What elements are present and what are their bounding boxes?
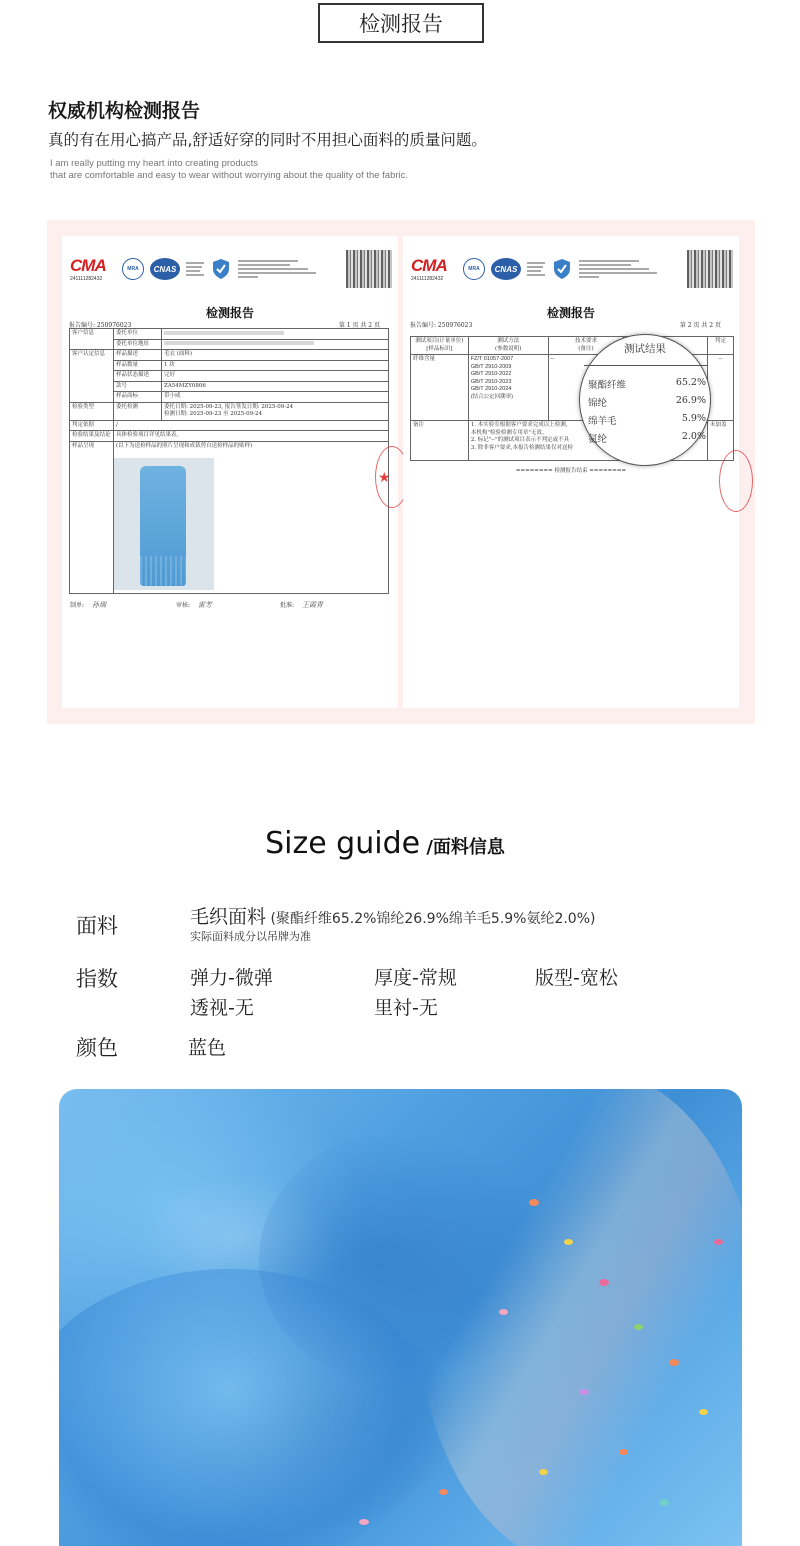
sample-qty-label: 样品数量 <box>114 360 162 371</box>
section-title-box <box>318 3 484 43</box>
fabric-closeup-photo <box>59 1089 742 1546</box>
authority-english-line1: I am really putting my heart into creating products <box>50 158 259 169</box>
color-value: 蓝色 <box>188 1037 227 1059</box>
yarn-speck <box>439 1489 448 1495</box>
authority-subtitle: 真的有在用心搞产品,舒适好穿的同时不用担心面料的质量问题。 <box>48 131 487 149</box>
sample-qty-value: 1 块 <box>162 360 389 371</box>
test-type-label: 检验类型 <box>70 402 114 420</box>
col-item-header: 测试项目(计量单位) [样品标识] <box>411 337 469 355</box>
sample-trademark-value: 带小咸 <box>162 392 389 403</box>
fiber-methods: FZ/T 01057-2007 GB/T 2910-2009 GB/T 2910-2022 GB/T 2910-2023 GB/T 2910-2024 (结合公定回潮率) <box>468 355 548 421</box>
client-unit-value <box>162 329 389 340</box>
cnas-logo-2: CNAS <box>491 258 521 280</box>
sample-photo <box>114 458 214 590</box>
judgement-basis-value: / <box>114 420 389 431</box>
shield-check-icon <box>210 257 232 281</box>
dates-line-1: 委托日期: 2025-09-23, 报告签发日期: 2025-09-24 <box>164 403 294 410</box>
col-method-header: 测试方法 (参数说明) <box>468 337 548 355</box>
qr-code-icon <box>346 250 392 288</box>
stamp-star-icon: ★ <box>378 470 391 486</box>
authority-english <box>50 158 408 182</box>
sample-state-label: 样品状态描述 <box>114 371 162 382</box>
signature-review: 审核: 雷芳 <box>176 601 213 609</box>
fabric-main: 毛织面料 <box>190 906 267 928</box>
transparency-value: 透视-无 <box>190 997 254 1019</box>
yarn-speck <box>659 1499 669 1506</box>
certification-logos-2 <box>411 256 657 282</box>
size-guide-title-en: Size guide <box>265 826 421 861</box>
fabric-label: 面料 <box>76 914 118 938</box>
fabric-detail: (聚酯纤维65.2%锦纶26.9%绵羊毛5.9%氨纶2.0%) <box>266 911 596 927</box>
judgement-basis-label: 判定依据 <box>70 420 114 431</box>
sample-photo-note: (以下为送检样品的照片呈现和成裁剪自送检样品的贴样) <box>114 441 389 593</box>
elasticity-value: 弹力-微弹 <box>190 967 273 989</box>
shield-check-icon-2 <box>551 257 573 281</box>
remarks-label: 备注 <box>411 421 469 461</box>
authority-title: 权威机构检测报告 <box>48 100 201 122</box>
fiber-content-label: 纤维含量 <box>411 355 469 421</box>
qr-code-icon-2 <box>687 250 733 288</box>
col-req-header: 技术要求 (备注) <box>548 337 624 355</box>
index-label: 指数 <box>76 967 118 991</box>
test-result-label: 检验结果及结论 <box>70 431 114 442</box>
result-row: 氨纶 2.0% <box>588 431 706 445</box>
remarks-text: 1. 本实验室根据客户要求完成以上检测, 本机构"检验检测专用章"无效。 2. 标记"--"的测试项目表示不判定或不具 3. 除非客户要求,本报告检测结果仅对送检 <box>468 421 707 461</box>
yarn-speck <box>714 1239 723 1245</box>
sample-state-value: 完好 <box>162 371 389 382</box>
result-row: 绵羊毛 5.9% <box>588 413 706 427</box>
fit-value: 版型-宽松 <box>535 967 618 989</box>
color-label: 颜色 <box>76 1036 118 1060</box>
report-page-1 <box>62 236 398 708</box>
yarn-speck <box>359 1519 369 1525</box>
sample-photo-label: 样品呈现 <box>70 441 114 593</box>
result-row: 锦纶 26.9% <box>588 395 706 409</box>
knit-pattern-band <box>419 1089 742 1546</box>
client-unit-label: 委托单位 <box>114 329 162 340</box>
customer-identified-label: 客户认定信息 <box>70 350 114 403</box>
red-seal-stamp-2 <box>719 450 753 512</box>
report-number-2: 报告编号: 250976023 <box>410 322 473 329</box>
signature-approve: 批准: 王霞青 <box>280 601 324 609</box>
report-doc-title: 检测报告 <box>205 306 254 320</box>
lab-info-lines-2 <box>527 262 545 276</box>
sample-desc-label: 样品描述 <box>114 350 162 361</box>
contact-info-lines-2 <box>579 260 657 278</box>
sample-trademark-label: 样品商标 <box>114 392 162 403</box>
sample-sweater-sleeve <box>140 466 186 586</box>
report-number: 报告编号: 250976023 <box>69 322 132 329</box>
yarn-speck <box>579 1389 589 1395</box>
yarn-speck <box>634 1324 643 1330</box>
yarn-speck <box>699 1409 708 1415</box>
yarn-speck <box>529 1199 539 1206</box>
dates-value <box>162 402 389 420</box>
result-row: 聚酯纤维 65.2% <box>588 377 706 391</box>
entrusted-test-label: 委托检测 <box>114 402 162 420</box>
client-address-label: 委托单位地址 <box>114 339 162 350</box>
yarn-speck <box>619 1449 628 1455</box>
signature-made: 制单: 孙瑞 <box>70 601 107 609</box>
section-title: 检测报告 <box>359 12 443 36</box>
lining-value: 里衬-无 <box>374 997 438 1019</box>
cma-logo-2: CMA 241111282432 <box>411 256 457 282</box>
fabric-note: 实际面料成分以吊牌为准 <box>190 930 311 943</box>
certification-logos <box>70 256 316 282</box>
ilac-mra-icon: MRA <box>122 258 144 280</box>
size-guide-title-cn: /面料信息 <box>420 837 505 858</box>
thickness-value: 厚度-常规 <box>374 967 457 989</box>
report-end-line: ======== 检测报告结束 ======== <box>515 468 627 474</box>
yarn-speck <box>564 1239 573 1245</box>
yarn-speck <box>539 1469 548 1475</box>
size-guide-title <box>0 826 770 861</box>
fiber-judgement: -- <box>708 355 734 421</box>
report-page-number-2: 第 2 页 共 2 页 <box>679 322 721 329</box>
lab-info-lines <box>186 262 204 276</box>
magnifier-divider <box>584 365 708 366</box>
authority-english-line2: that are comfortable and easy to wear without worrying about the quality of the fabric. <box>50 170 409 181</box>
report-page-2 <box>403 236 739 708</box>
report-doc-title-2: 检测报告 <box>546 306 595 320</box>
ilac-mra-icon-2: MRA <box>463 258 485 280</box>
cma-number: 241111282432 <box>70 276 103 282</box>
cnas-logo: CNAS <box>150 258 180 280</box>
yarn-speck <box>499 1309 508 1315</box>
sample-desc-value: 毛衣 (面料) <box>162 350 389 361</box>
fabric-value <box>190 902 595 929</box>
customer-info-label: 客户信息 <box>70 329 114 350</box>
col-judge-header: 判定 <box>708 337 734 355</box>
test-result-value: 具体检验项目详见结果表。 <box>114 431 389 442</box>
style-no-label: 款号 <box>114 381 162 392</box>
contact-info-lines <box>238 260 316 278</box>
magnifier-title: 测试结果 <box>624 343 666 355</box>
remarks-right: 未加盖 <box>708 421 734 461</box>
yarn-speck <box>599 1279 609 1286</box>
cma-logo: CMA 241111282432 <box>70 256 116 282</box>
test-results-magnifier <box>579 334 711 466</box>
style-no-value: ZA54MZY0806 <box>162 381 389 392</box>
fiber-requirement: -- <box>548 355 624 421</box>
dates-line-2: 检测日期: 2025-09-23 至 2025-09-24 <box>164 411 263 417</box>
yarn-speck <box>669 1359 679 1366</box>
cma-number-2: 241111282432 <box>411 276 444 282</box>
report-page-number: 第 1 页 共 2 页 <box>338 322 380 329</box>
client-address-value <box>162 339 389 350</box>
